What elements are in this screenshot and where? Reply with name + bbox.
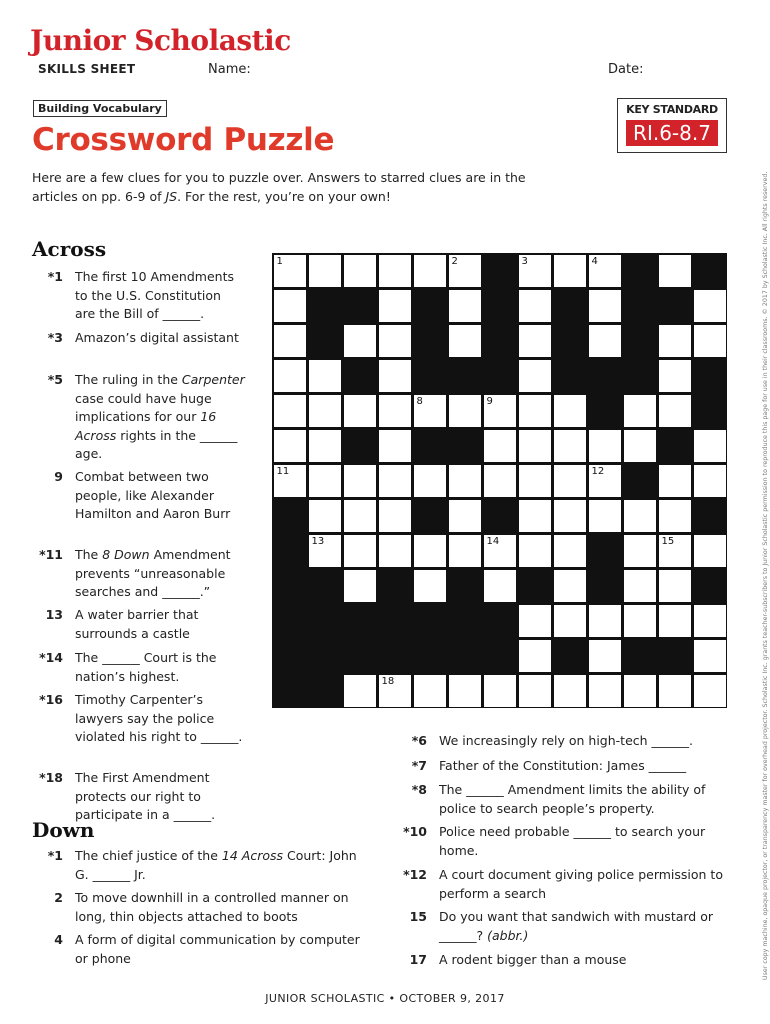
grid-cell[interactable] [694,430,726,462]
grid-cell[interactable] [694,535,726,567]
clue-text: The ______ Amendment limits the ability of police to search people’s property. [439,782,706,816]
clue-text: Police need probable ______ to search your home. [439,824,706,858]
grid-cell[interactable] [519,290,551,322]
grid-cell[interactable] [519,675,551,707]
grid-cell[interactable] [519,640,551,672]
grid-cell[interactable] [379,675,411,707]
cell-number: 13 [311,535,325,547]
intro-before: Here are a few clues for you to puzzle over. Answers to starred clues are in the articles on pp. 6-9 of [32,170,526,204]
grid-cell[interactable] [694,465,726,497]
grid-cell[interactable] [414,465,446,497]
grid-cell[interactable] [344,570,376,602]
clue-number: *3 [47,330,63,345]
grid-cell[interactable] [659,255,691,287]
key-standard-label: KEY STANDARD [626,103,718,116]
grid-cell[interactable] [449,395,481,427]
grid-cell[interactable] [519,325,551,357]
grid-cell[interactable] [519,465,551,497]
grid-cell[interactable] [274,360,306,392]
grid-cell[interactable] [694,605,726,637]
section-tag: Building Vocabulary [33,100,167,117]
clue-text: A water barrier that surrounds a castle [75,607,199,641]
grid-cell[interactable] [274,325,306,357]
grid-cell[interactable] [694,640,726,672]
grid-cell[interactable] [519,500,551,532]
clue-text: Do you want that sandwich with mustard or ______? (abbr.) [439,909,713,943]
grid-cell[interactable] [449,290,481,322]
grid-cell[interactable] [344,675,376,707]
grid-cell[interactable] [589,430,621,462]
grid-cell[interactable] [309,535,341,567]
grid-cell[interactable] [554,430,586,462]
grid-cell[interactable] [484,570,516,602]
clue-text: A form of digital communication by computer or phone [75,932,360,966]
grid-cell[interactable] [449,465,481,497]
grid-cell[interactable] [589,255,621,287]
cell-number: 14 [486,535,500,547]
grid-cell[interactable] [589,640,621,672]
grid-cell[interactable] [344,325,376,357]
grid-cell[interactable] [624,430,656,462]
grid-cell[interactable] [659,675,691,707]
grid-cell[interactable] [449,675,481,707]
grid-cell[interactable] [449,325,481,357]
skills-sheet-label: SKILLS SHEET [38,62,136,76]
grid-cell[interactable] [414,255,446,287]
cell-number: 15 [661,535,675,547]
grid-cell[interactable] [309,500,341,532]
clue-text: Amazon’s digital assistant [75,330,239,345]
grid-cell[interactable] [659,535,691,567]
clue-text: The chief justice of the 14 Across Court: John G. ______ Jr. [75,848,357,882]
grid-cell[interactable] [554,605,586,637]
grid-cell[interactable] [589,500,621,532]
clue-number: *1 [47,848,63,863]
cell-number: 2 [451,255,458,267]
clue-text: The first 10 Amendments to the U.S. Constitution are the Bill of ______. [75,269,234,321]
key-standard-value: RI.6-8.7 [626,120,718,146]
clue-number: *12 [403,867,427,882]
grid-cell[interactable] [309,255,341,287]
grid-cell[interactable] [414,535,446,567]
grid-cell[interactable] [379,360,411,392]
grid-cell[interactable] [274,430,306,462]
grid-cell[interactable] [414,675,446,707]
grid-cell[interactable] [554,255,586,287]
cell-number: 11 [276,465,290,477]
grid-cell[interactable] [589,325,621,357]
grid-cell[interactable] [554,395,586,427]
grid-cell[interactable] [274,395,306,427]
grid-cell[interactable] [379,430,411,462]
grid-cell[interactable] [554,500,586,532]
clue-number: *5 [47,372,63,387]
clue-number: *10 [403,824,427,839]
grid-cell[interactable] [659,605,691,637]
grid-cell[interactable] [274,465,306,497]
cell-number: 3 [521,255,528,267]
grid-cell[interactable] [344,255,376,287]
grid-cell[interactable] [309,360,341,392]
clue-text: A rodent bigger than a mouse [439,952,627,967]
copyright-notice [752,100,769,980]
clue-text: To move downhill in a controlled manner on long, thin objects attached to boots [75,890,349,924]
page-title: Crossword Puzzle [32,122,335,158]
grid-cell[interactable] [274,290,306,322]
cell-number: 4 [591,255,598,267]
clue-number: *14 [39,650,63,665]
clue-text: A court document giving police permission to perform a search [439,867,723,901]
grid-cell[interactable] [379,395,411,427]
grid-cell[interactable] [554,675,586,707]
grid-cell[interactable] [519,430,551,462]
grid-cell[interactable] [694,290,726,322]
clue-text: Combat between two people, like Alexander Hamilton and Aaron Burr [75,469,231,521]
cell-number: 18 [381,675,395,687]
down-heading: Down [32,818,95,842]
footer: JUNIOR SCHOLASTIC • OCTOBER 9, 2017 [265,992,505,1005]
grid-cell[interactable] [449,535,481,567]
clue-text: The 8 Down Amendment prevents “unreasonable searches and ______.” [75,547,231,599]
intro-after: . For the rest, you’re on your own! [177,189,391,204]
grid-cell[interactable] [624,395,656,427]
grid-cell[interactable] [484,430,516,462]
cell-number: 12 [591,465,605,477]
grid-cell[interactable] [309,395,341,427]
clue-number: 17 [409,952,427,967]
clue-text: Timothy Carpenter’s lawyers say the police violated his right to ______. [75,692,243,744]
grid-cell[interactable] [659,465,691,497]
grid-cell[interactable] [449,500,481,532]
clue-number: 2 [54,890,63,905]
clue-number: *18 [39,770,63,785]
grid-cell[interactable] [309,465,341,497]
grid-cell[interactable] [624,605,656,637]
grid-cell[interactable] [484,465,516,497]
grid-cell[interactable] [519,605,551,637]
grid-cell[interactable] [379,325,411,357]
cell-number: 9 [486,395,493,407]
grid-cell[interactable] [624,535,656,567]
grid-cell[interactable] [659,395,691,427]
clue-number: 9 [54,469,63,484]
grid-cell[interactable] [379,535,411,567]
clue-number: 13 [45,607,63,622]
grid-cell[interactable] [519,360,551,392]
grid-cell[interactable] [554,535,586,567]
clue-number: *11 [39,547,63,562]
grid-cell[interactable] [659,500,691,532]
clue-number: 4 [54,932,63,947]
grid-cell[interactable] [484,675,516,707]
clue-text: The ______ Court is the nation’s highest. [75,650,217,684]
grid-cell[interactable] [414,570,446,602]
grid-cell[interactable] [344,395,376,427]
grid-cell[interactable] [344,535,376,567]
grid-cell[interactable] [414,395,446,427]
grid-cell[interactable] [554,570,586,602]
grid-cell[interactable] [519,535,551,567]
copyright-text: User copy machine, opaque projector, or transparency master for overhead projector. Scholastic Inc. grants teacher-subscribers to Junior Scholastic permission to reproduce this page for use in their classrooms. © 2017 by Scholastic Inc. All rights reserved. [762,171,769,980]
date-label: Date: [608,62,644,77]
grid-cell[interactable] [694,325,726,357]
grid-cell[interactable] [589,605,621,637]
cell-number: 1 [276,255,283,267]
name-label: Name: [208,62,251,77]
grid-cell[interactable] [659,325,691,357]
grid-cell[interactable] [659,360,691,392]
clue-text: Father of the Constitution: James ______ [439,758,687,773]
grid-cell[interactable] [589,290,621,322]
grid-cell[interactable] [449,255,481,287]
clue-number: 15 [409,909,427,924]
clue-text: The First Amendment protects our right to participate in a ______. [75,770,216,822]
clue-text: The ruling in the Carpenter case could have huge implications for our 16 Across rights in the ______ age. [75,372,245,461]
clue-text: We increasingly rely on high-tech ______. [439,733,693,748]
brand-logo: Junior Scholastic [30,24,291,57]
key-standard-box [617,98,727,153]
grid-cell[interactable] [624,675,656,707]
clue-number: *7 [411,758,427,773]
clue-number: *1 [47,269,63,284]
intro-em: JS [165,189,178,204]
grid-cell[interactable] [624,570,656,602]
grid-cell[interactable] [589,465,621,497]
grid-cell[interactable] [694,675,726,707]
across-heading: Across [32,237,107,261]
grid-cell[interactable] [379,255,411,287]
grid-cell[interactable] [554,465,586,497]
grid-cell[interactable] [344,465,376,497]
grid-cell[interactable] [624,500,656,532]
grid-cell[interactable] [379,290,411,322]
grid-cell[interactable] [309,430,341,462]
cell-number: 8 [416,395,423,407]
grid-cell[interactable] [519,255,551,287]
clue-number: *8 [411,782,427,797]
grid-cell[interactable] [484,395,516,427]
grid-cell[interactable] [589,675,621,707]
clue-number: *6 [411,733,427,748]
grid-cell[interactable] [519,395,551,427]
grid-cell[interactable] [659,570,691,602]
clue-number: *16 [39,692,63,707]
crossword-grid [272,253,727,708]
grid-cell[interactable] [379,500,411,532]
grid-cell[interactable] [379,465,411,497]
intro-text [32,168,552,206]
grid-cell[interactable] [344,500,376,532]
grid-cell[interactable] [484,535,516,567]
grid-cell[interactable] [274,255,306,287]
